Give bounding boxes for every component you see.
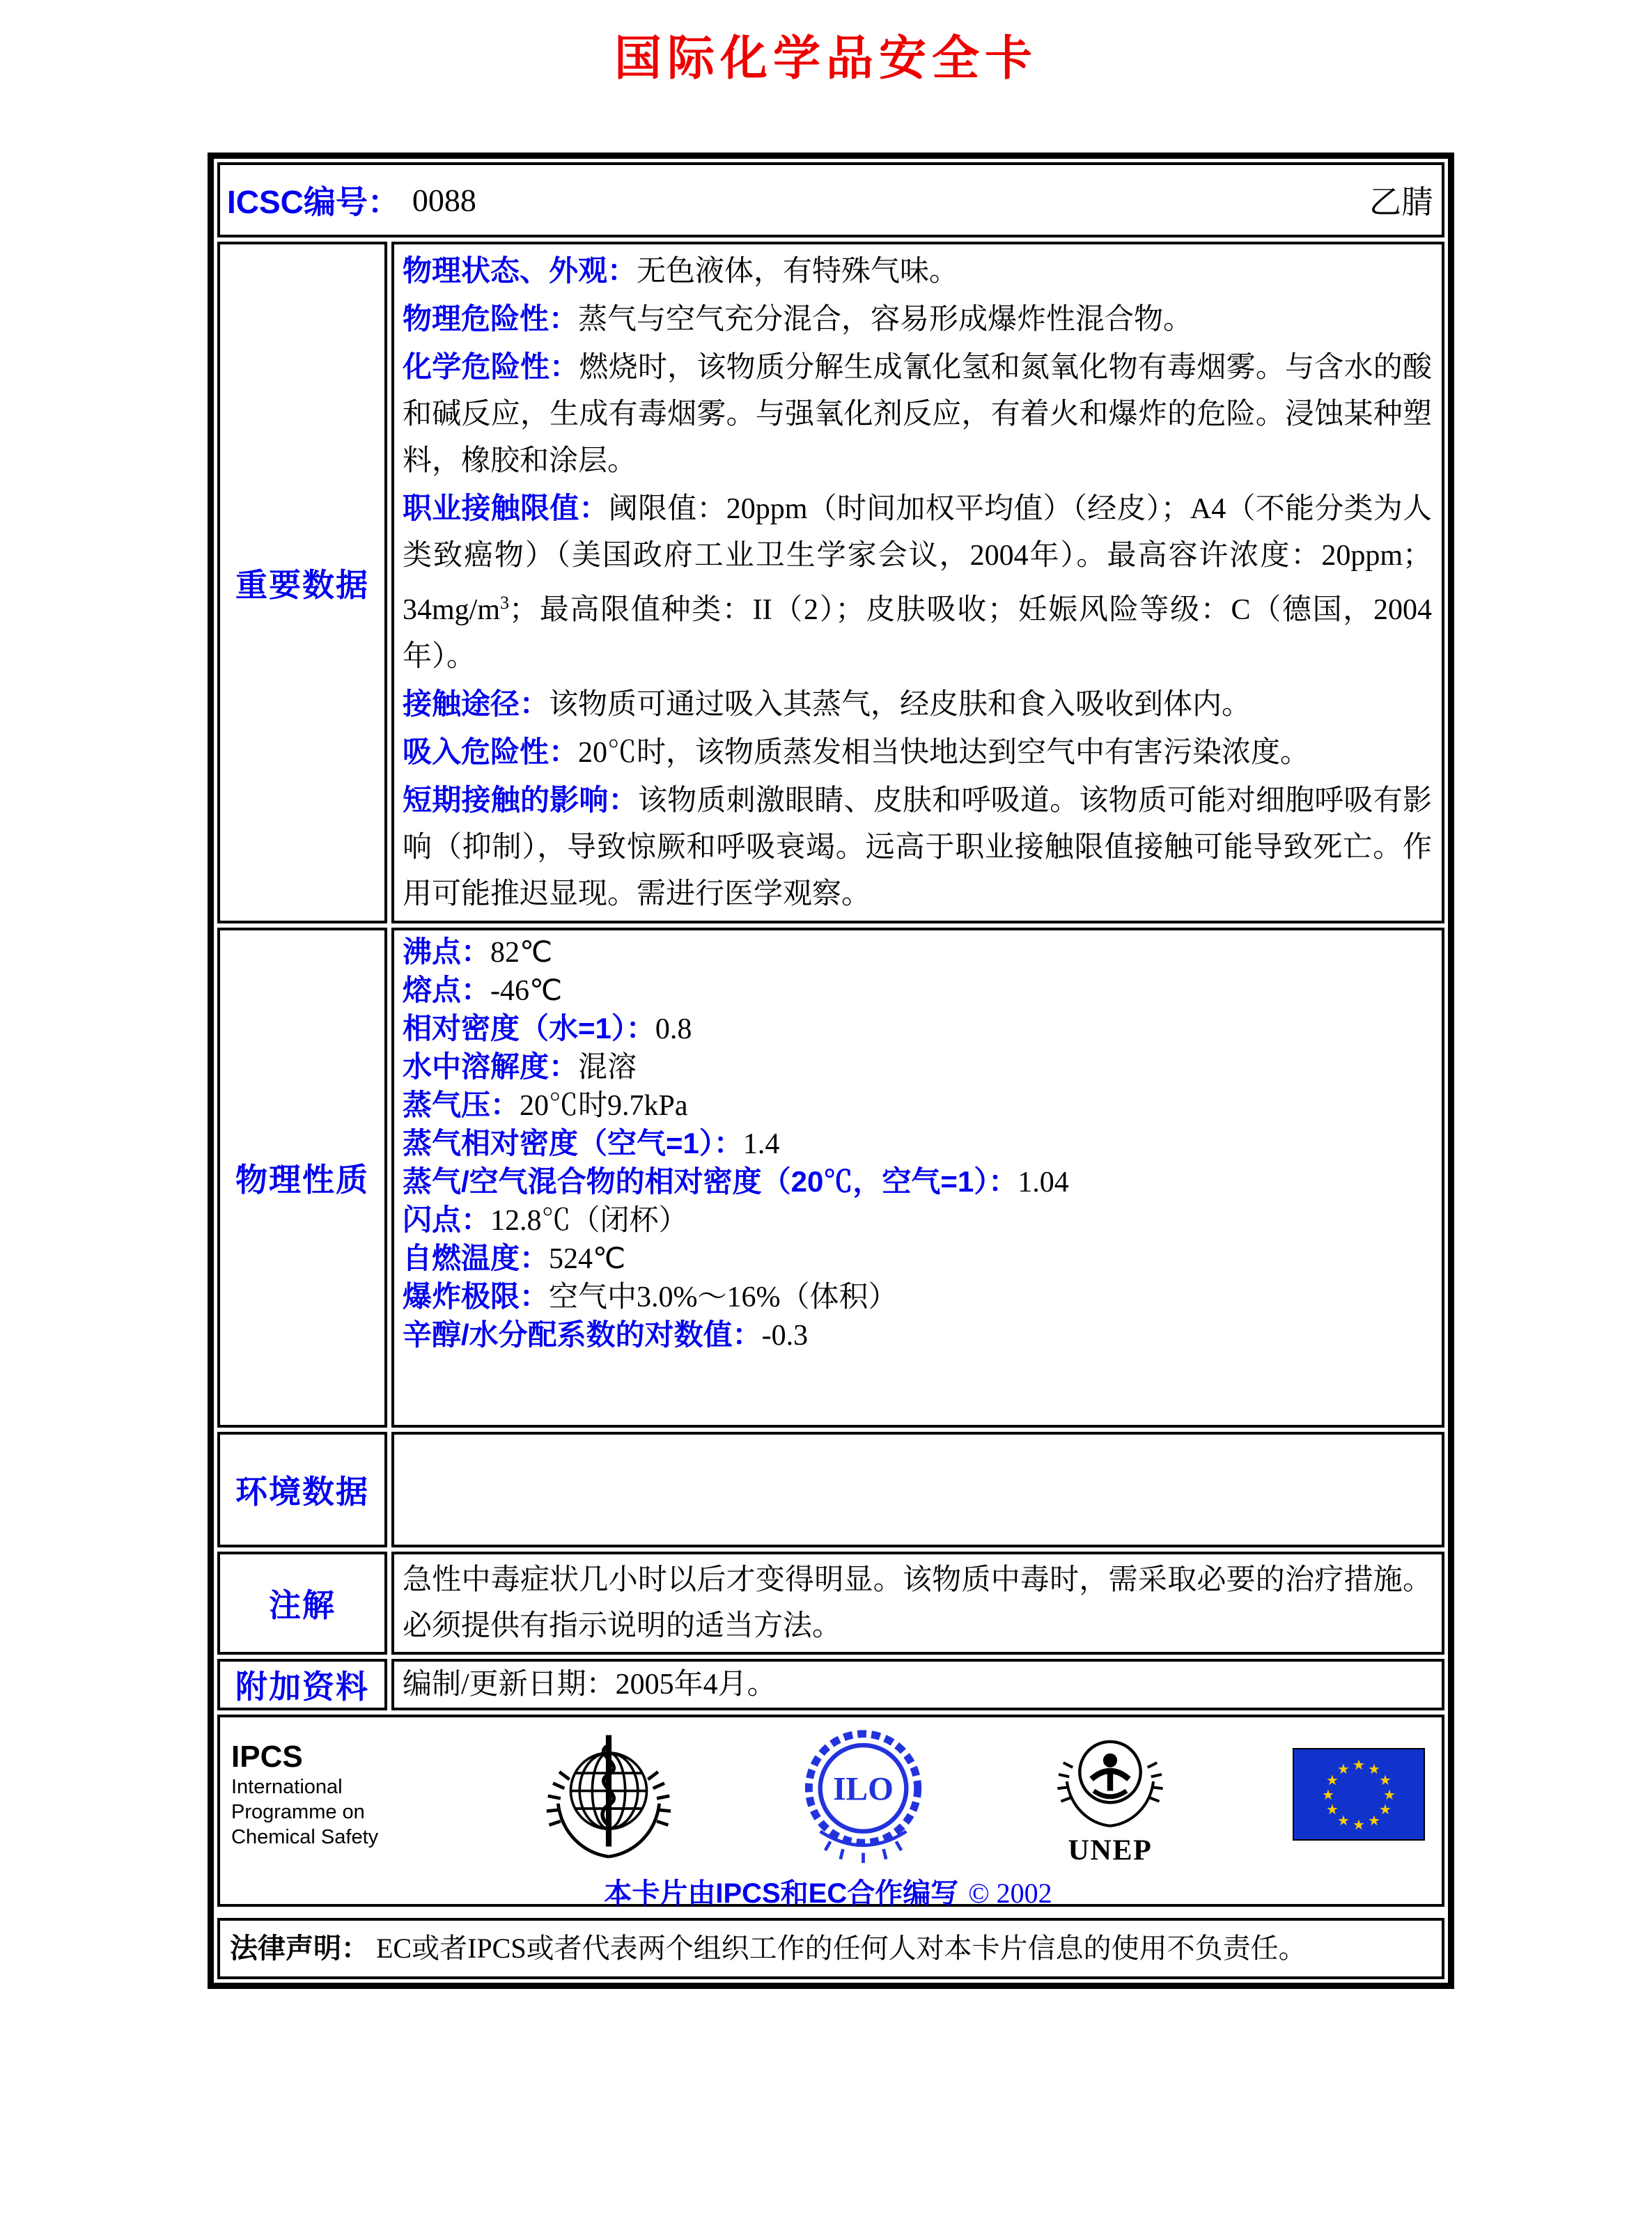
- field-label: 蒸气相对密度（空气=1）：: [403, 1127, 743, 1160]
- icsc-number-value: 0088: [412, 182, 476, 218]
- field-label: 辛醇/水分配系数的对数值：: [403, 1318, 762, 1351]
- section-row-important-data: [217, 242, 1444, 923]
- paragraph: [403, 728, 1432, 776]
- section-row-additional-info: [217, 1659, 1444, 1710]
- section-row-notes: [217, 1552, 1444, 1655]
- section-label-important-data: [217, 242, 387, 923]
- field-text: 蒸气与空气充分混合，容易形成爆炸性混合物。: [578, 304, 1193, 336]
- section-content-environmental-data: [391, 1432, 1444, 1547]
- paragraph: [403, 1048, 1432, 1086]
- icsc-document-page: [0, 21, 1652, 1989]
- section-label-text: 注解: [269, 1587, 336, 1623]
- section-content-physical-properties: [391, 928, 1444, 1428]
- field-label: 物理危险性：: [403, 302, 579, 335]
- icsc-number-label: ICSC编号：: [227, 184, 400, 220]
- paragraph: [403, 1201, 1432, 1240]
- field-text: 0.8: [655, 1013, 692, 1045]
- field-text: 空气中3.0%～16%（体积）: [549, 1281, 898, 1313]
- paragraph: [403, 343, 1432, 485]
- section-label-text: 附加资料: [235, 1669, 369, 1705]
- svg-text:★: ★: [1326, 1772, 1339, 1788]
- field-text: -46℃: [490, 975, 563, 1007]
- paragraph: [403, 295, 1432, 343]
- field-text: 12.8℃（闭杯）: [490, 1205, 688, 1237]
- who-emblem-icon: [543, 1725, 675, 1864]
- legal-cell: [217, 1918, 1444, 1979]
- section-row-physical-properties: [217, 928, 1444, 1428]
- field-text: 燃烧时，该物质分解生成氰化氢和氮氧化物有毒烟雾。与含水的酸和碱反应，生成有毒烟雾。与强氧化剂反应，有着火和爆炸的危险。浸蚀某种塑料，橡胶和涂层。: [403, 352, 1432, 477]
- section-label-environmental-data: [217, 1432, 387, 1547]
- section-content-important-data: [391, 242, 1444, 923]
- field-label: 沸点：: [403, 935, 491, 968]
- field-label: 短期接触的影响：: [403, 783, 638, 816]
- svg-text:★: ★: [1337, 1812, 1350, 1829]
- logos-row: [217, 1715, 1444, 1907]
- field-text: 1.4: [742, 1128, 780, 1160]
- logos-cell: [217, 1715, 1444, 1907]
- ipcs-wordmark: [231, 1740, 419, 1850]
- svg-text:★: ★: [1383, 1786, 1396, 1803]
- section-content-additional-info: [391, 1659, 1444, 1710]
- paragraph: [403, 1240, 1432, 1278]
- field-text: 3: [500, 593, 510, 613]
- field-label: 吸入危险性：: [403, 735, 579, 768]
- paragraph: [403, 1125, 1432, 1163]
- section-label-physical-properties: [217, 928, 387, 1428]
- field-label: 闪点：: [403, 1203, 491, 1236]
- ilo-emblem-icon: [799, 1725, 928, 1864]
- field-text: 编制/更新日期：2005年4月。: [403, 1669, 777, 1701]
- ipcs-subtitle-line: International: [231, 1775, 343, 1798]
- ipcs-title: IPCS: [231, 1739, 303, 1774]
- section-row-environmental-data: [217, 1432, 1444, 1547]
- legal-notice-text: EC或者IPCS或者代表两个组织工作的任何人对本卡片信息的使用不负责任。: [376, 1933, 1307, 1964]
- svg-text:★: ★: [1368, 1761, 1380, 1777]
- section-label-additional-info: [217, 1659, 387, 1710]
- paragraph: [403, 1664, 1432, 1705]
- field-text: 1.04: [1018, 1166, 1069, 1199]
- svg-text:★: ★: [1379, 1801, 1392, 1818]
- section-label-text: 环境数据: [235, 1474, 369, 1510]
- svg-text:★: ★: [1322, 1786, 1334, 1803]
- field-label: 蒸气/空气混合物的相对密度（20℃，空气=1）：: [403, 1165, 1018, 1198]
- paragraph: [403, 1278, 1432, 1316]
- field-label: 熔点：: [403, 974, 491, 1006]
- field-text: -0.3: [761, 1320, 809, 1352]
- paragraph: [403, 485, 1432, 680]
- field-text: 20℃时，该物质蒸发相当快地达到空气中有害污染浓度。: [578, 737, 1310, 769]
- section-label-text: 重要数据: [235, 566, 369, 603]
- field-label: 化学危险性：: [403, 350, 579, 383]
- svg-text:★: ★: [1353, 1756, 1365, 1773]
- field-label: 相对密度（水=1）：: [403, 1012, 655, 1045]
- paragraph: [403, 1086, 1432, 1125]
- paragraph: [403, 1316, 1432, 1355]
- unep-emblem-icon: [1051, 1723, 1169, 1866]
- field-text: 524℃: [549, 1243, 626, 1275]
- field-label: 职业接触限值：: [403, 492, 609, 524]
- section-label-text: 物理性质: [235, 1162, 369, 1198]
- header-cell: [217, 162, 1444, 237]
- paragraph: [403, 1557, 1432, 1649]
- field-text: 82℃: [490, 937, 553, 969]
- svg-text:★: ★: [1353, 1816, 1365, 1833]
- chemical-name: 乙腈: [1369, 185, 1433, 220]
- header-row: [217, 162, 1444, 237]
- ipcs-subtitle-line: Programme on: [231, 1800, 365, 1823]
- field-text: 该物质刺激眼睛、皮肤和呼吸道。该物质可能对细胞呼吸有影响（抑制），导致惊厥和呼吸衰竭。远高于职业接触限值接触可能导致死亡。作用可能推迟显现。需进行医学观察。: [403, 785, 1432, 910]
- field-text: 阈限值：20ppm（时间加权平均值）（经皮）；A4（不能分类为人类致癌物）（美国政府工业卫生学家会议，2004年）。最高容许浓度：20ppm；34mg/m: [403, 493, 1432, 626]
- field-label: 自燃温度：: [403, 1242, 550, 1274]
- paragraph: [403, 680, 1432, 728]
- unep-letters: UNEP: [1068, 1834, 1153, 1866]
- paragraph: [403, 971, 1432, 1010]
- paragraph: [403, 776, 1432, 918]
- field-text: 无色液体，有特殊气味。: [637, 256, 959, 288]
- copyright-text: © 2002: [968, 1878, 1052, 1909]
- legal-row: [217, 1918, 1444, 1979]
- field-label: 爆炸极限：: [403, 1280, 550, 1313]
- paragraph: [403, 1010, 1432, 1048]
- ilo-letters: ILO: [832, 1770, 894, 1807]
- logos-caption: [231, 1871, 1425, 1911]
- paragraph: [403, 933, 1432, 971]
- field-text: ；最高限值种类：II（2）；皮肤吸收；妊娠风险等级：C（德国，2004年）。: [403, 594, 1432, 673]
- svg-text:★: ★: [1379, 1772, 1392, 1788]
- field-label: 接触途径：: [403, 687, 550, 720]
- field-text: 20℃时9.7kPa: [520, 1090, 688, 1122]
- field-text: 该物质可通过吸入其蒸气，经皮肤和食入吸收到体内。: [549, 689, 1252, 721]
- field-text: 急性中毒症状几小时以后才变得明显。该物质中毒时，需采取必要的治疗措施。必须提供有指示说明的适当方法。: [403, 1564, 1432, 1642]
- field-text: 混溶: [578, 1052, 637, 1084]
- paragraph: [403, 247, 1432, 295]
- section-label-notes: [217, 1552, 387, 1655]
- field-label: 水中溶解度：: [403, 1050, 579, 1083]
- svg-text:★: ★: [1368, 1812, 1380, 1829]
- paragraph: [403, 1163, 1432, 1201]
- icsc-card: [208, 153, 1454, 1989]
- caption-text: 本卡片由IPCS和EC合作编写: [604, 1878, 959, 1909]
- svg-text:★: ★: [1326, 1801, 1339, 1818]
- svg-text:★: ★: [1337, 1761, 1350, 1777]
- field-label: 物理状态、外观：: [403, 254, 637, 287]
- page-title: 国际化学品安全卡: [614, 32, 1038, 85]
- eu-flag-icon: [1293, 1748, 1425, 1841]
- legal-notice-label: 法律声明：: [230, 1933, 369, 1964]
- logos-strip: [231, 1723, 1425, 1866]
- field-label: 蒸气压：: [403, 1088, 520, 1121]
- ipcs-subtitle-line: Chemical Safety: [231, 1825, 379, 1848]
- section-content-notes: [391, 1552, 1444, 1655]
